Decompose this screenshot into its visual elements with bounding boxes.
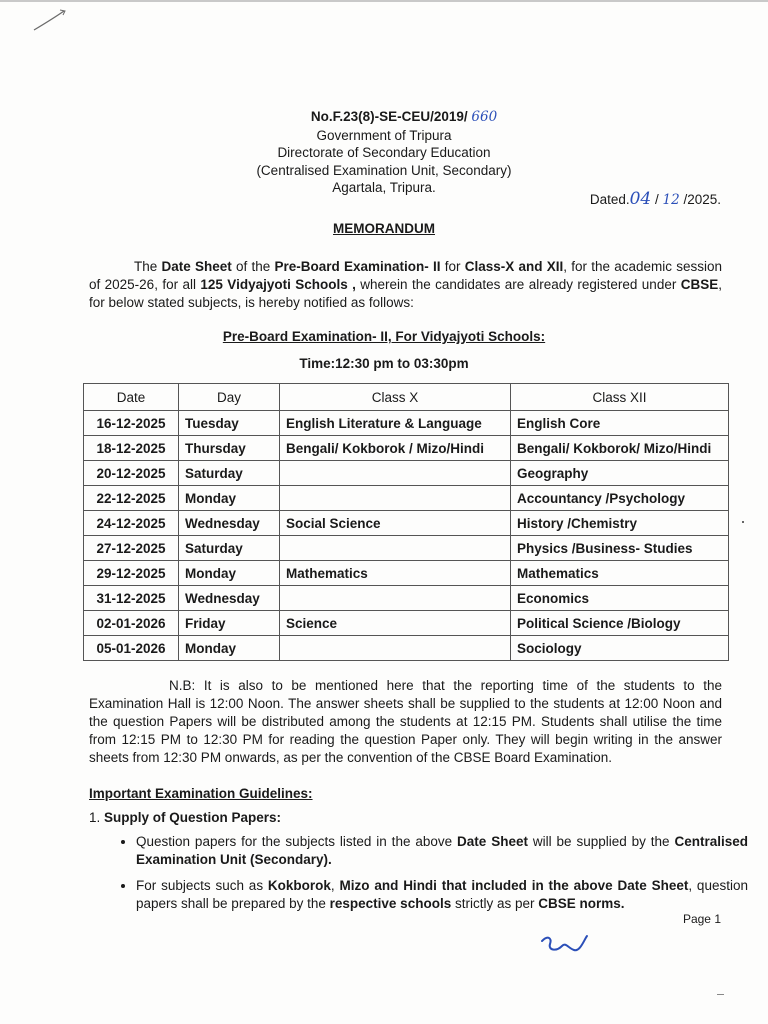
table-row bbox=[84, 611, 729, 636]
cell-day: Friday bbox=[179, 611, 280, 636]
cell-class-xii: Accountancy /Psychology bbox=[511, 486, 729, 511]
cell-class-xii: Political Science /Biology bbox=[511, 611, 729, 636]
cell-date: 05-01-2026 bbox=[84, 636, 179, 661]
cell-day: Saturday bbox=[179, 461, 280, 486]
header-date: Date bbox=[84, 384, 179, 411]
scan-speck bbox=[742, 521, 744, 523]
header-day: Day bbox=[179, 384, 280, 411]
letterhead bbox=[0, 108, 768, 197]
cell-day: Monday bbox=[179, 486, 280, 511]
cell-day: Tuesday bbox=[179, 411, 280, 436]
cell-date: 27-12-2025 bbox=[84, 536, 179, 561]
cell-class-xii: Bengali/ Kokborok/ Mizo/Hindi bbox=[511, 436, 729, 461]
cell-date: 31-12-2025 bbox=[84, 586, 179, 611]
guidelines-heading: Important Examination Guidelines: bbox=[89, 786, 313, 801]
cell-day: Monday bbox=[179, 636, 280, 661]
header-class-xii: Class XII bbox=[511, 384, 729, 411]
page-number: Page 1 bbox=[682, 912, 721, 926]
cell-class-x: Science bbox=[280, 611, 511, 636]
cell-class-xii: Economics bbox=[511, 586, 729, 611]
table-row bbox=[84, 461, 729, 486]
cell-class-xii: Sociology bbox=[511, 636, 729, 661]
list-item: • Question papers for the subjects listed in the above Date Sheet will be supplied by the Centralised Examination Unit (Secondary). bbox=[136, 833, 748, 869]
exam-subheading: Pre-Board Examination- II, For Vidyajyoti Schools: bbox=[222, 329, 546, 344]
nb-paragraph: N.B: It is also to be mentioned here that the reporting time of the students to the Examination Hall is 12:00 Noon. The answer sheets shall be supplied to the students at 12:00 Noon and the question Papers will be distributed among the students at 12:15 PM. Students shall utilise the time from 12:15 PM to 12:30 PM for reading the question Paper only. They will begin writing in the answer sheets from 12:30 PM onwards, as per the convention of the CBSE Board Examination. bbox=[89, 678, 722, 765]
intro-paragraph: The Date Sheet of the Pre-Board Examination- II for Class-X and XII, for the academic session of 2025-26, for all 125 Vidyajyoti Schools , wherein the candidates are already registered under CBSE, for below stated subjects, is hereby notified as follows: bbox=[89, 259, 723, 310]
cell-date: 29-12-2025 bbox=[84, 561, 179, 586]
cell-class-x bbox=[280, 486, 511, 511]
cell-date: 22-12-2025 bbox=[84, 486, 179, 511]
table-row bbox=[84, 436, 729, 461]
cell-date: 16-12-2025 bbox=[84, 411, 179, 436]
file-number: No.F.23(8)-SE-CEU/2019/ 660 bbox=[310, 109, 498, 125]
table-row bbox=[84, 636, 729, 661]
cell-date: 18-12-2025 bbox=[84, 436, 179, 461]
cell-class-x bbox=[280, 586, 511, 611]
top-border-line bbox=[0, 0, 768, 2]
section-1-heading: 1. Supply of Question Papers: bbox=[89, 810, 282, 825]
cell-day: Wednesday bbox=[179, 586, 280, 611]
cell-date: 20-12-2025 bbox=[84, 461, 179, 486]
handwritten-month: 12 bbox=[662, 192, 680, 208]
table-row bbox=[84, 536, 729, 561]
list-item: • For subjects such as Kokborok, Mizo and Hindi that included in the above Date Sheet, question papers shall be prepared by the respective schools strictly as per CBSE norms. bbox=[136, 877, 748, 913]
cell-class-x: English Literature & Language bbox=[280, 411, 511, 436]
cell-date: 24-12-2025 bbox=[84, 511, 179, 536]
table-row bbox=[84, 511, 729, 536]
header-class-x: Class X bbox=[280, 384, 511, 411]
cell-class-xii: Geography bbox=[511, 461, 729, 486]
cell-class-xii: English Core bbox=[511, 411, 729, 436]
table-row bbox=[84, 411, 729, 436]
dated-line: Dated.04 / 12 /2025. bbox=[589, 189, 721, 209]
scan-speck bbox=[717, 994, 724, 995]
cell-class-x: Mathematics bbox=[280, 561, 511, 586]
government-line: Government of Tripura bbox=[316, 127, 452, 143]
handwritten-initial-mark bbox=[538, 932, 590, 962]
cell-class-x bbox=[280, 636, 511, 661]
date-sheet-table bbox=[83, 383, 729, 661]
exam-time: Time:12:30 pm to 03:30pm bbox=[299, 356, 469, 371]
table-header-row bbox=[84, 384, 729, 411]
directorate-line: Directorate of Secondary Education bbox=[277, 145, 491, 160]
cell-day: Thursday bbox=[179, 436, 280, 461]
cell-class-x bbox=[280, 461, 511, 486]
cell-class-x bbox=[280, 536, 511, 561]
cell-class-xii: Mathematics bbox=[511, 561, 729, 586]
table-row bbox=[84, 586, 729, 611]
handwritten-day: 04 bbox=[629, 189, 652, 209]
pen-stroke-mark bbox=[30, 8, 70, 34]
guidelines-bullet-list bbox=[110, 826, 748, 913]
unit-line: (Centralised Examination Unit, Secondary) bbox=[256, 162, 512, 178]
cell-class-x: Social Science bbox=[280, 511, 511, 536]
cell-class-xii: Physics /Business- Studies bbox=[511, 536, 729, 561]
table-row bbox=[84, 486, 729, 511]
cell-class-x: Bengali/ Kokborok / Mizo/Hindi bbox=[280, 436, 511, 461]
cell-day: Wednesday bbox=[179, 511, 280, 536]
handwritten-file-no: 660 bbox=[471, 109, 498, 125]
location-line: Agartala, Tripura. bbox=[332, 180, 436, 195]
cell-day: Saturday bbox=[179, 536, 280, 561]
memorandum-title: MEMORANDUM bbox=[333, 221, 435, 236]
cell-date: 02-01-2026 bbox=[84, 611, 179, 636]
cell-day: Monday bbox=[179, 561, 280, 586]
table-row bbox=[84, 561, 729, 586]
cell-class-xii: History /Chemistry bbox=[511, 511, 729, 536]
